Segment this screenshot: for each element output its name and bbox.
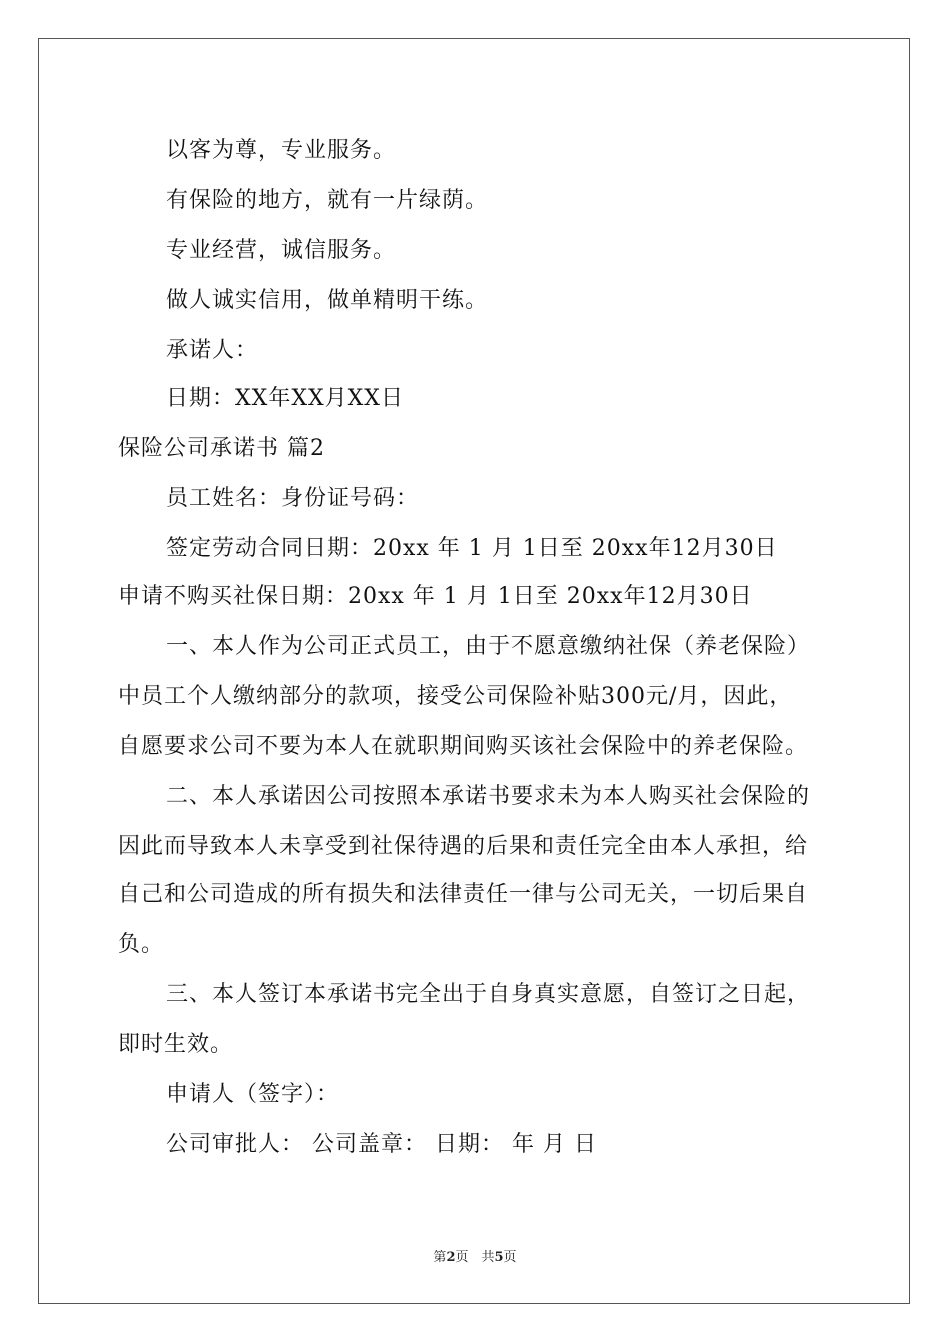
clause-2-line-3: 自己和公司造成的所有损失和法律责任一律与公司无关，一切后果自 [118,882,809,907]
clause-2-line-2: 因此而导致本人未享受到社保待遇的后果和责任完全由本人承担，给 [118,834,809,859]
promisor-label: 承诺人： [166,338,259,363]
footer-prefix: 第 [433,1250,447,1265]
slogan-line-2: 有保险的地方，就有一片绿荫。 [166,188,489,213]
slogan-line-1: 以客为尊，专业服务。 [166,138,397,163]
no-insurance-date-line: 申请不购买社保日期：20xx 年 1 月 1日至 20xx年12月30日 [118,584,753,609]
page-footer [0,1246,950,1265]
approval-line: 公司审批人： 公司盖章： 日期： 年 月 日 [166,1132,597,1157]
clause-1-line-2: 中员工个人缴纳部分的款项，接受公司保险补贴300元/月，因此， [118,684,793,709]
clause-1-line-1: 一、本人作为公司正式员工，由于不愿意缴纳社保（养老保险） [166,634,811,659]
clause-2-line-1: 二、本人承诺因公司按照本承诺书要求未为本人购买社会保险的 [166,784,811,809]
clause-3-line-2: 即时生效。 [118,1032,234,1057]
footer-total-pages: 5 [494,1250,504,1265]
slogan-line-3: 专业经营，诚信服务。 [166,238,397,263]
applicant-signature-line: 申请人（签字）： [166,1082,340,1107]
footer-current-page: 2 [446,1250,456,1265]
footer-mid: 页 共 [455,1250,495,1265]
footer-suffix: 页 [503,1250,517,1265]
contract-date-line: 签定劳动合同日期：20xx 年 1 月 1日至 20xx年12月30日 [166,536,778,561]
page-frame [38,38,910,1304]
slogan-line-4: 做人诚实信用，做单精明干练。 [166,288,489,313]
date-line: 日期：XX年XX月XX日 [166,386,404,411]
employee-info-line: 员工姓名：身份证号码： [166,486,420,511]
clause-3-line-1: 三、本人签订本承诺书完全出于自身真实意愿，自签订之日起， [166,982,811,1007]
section-title: 保险公司承诺书 篇2 [118,436,325,461]
clause-2-line-4: 负。 [118,932,165,957]
clause-1-line-3: 自愿要求公司不要为本人在就职期间购买该社会保险中的养老保险。 [118,734,809,759]
